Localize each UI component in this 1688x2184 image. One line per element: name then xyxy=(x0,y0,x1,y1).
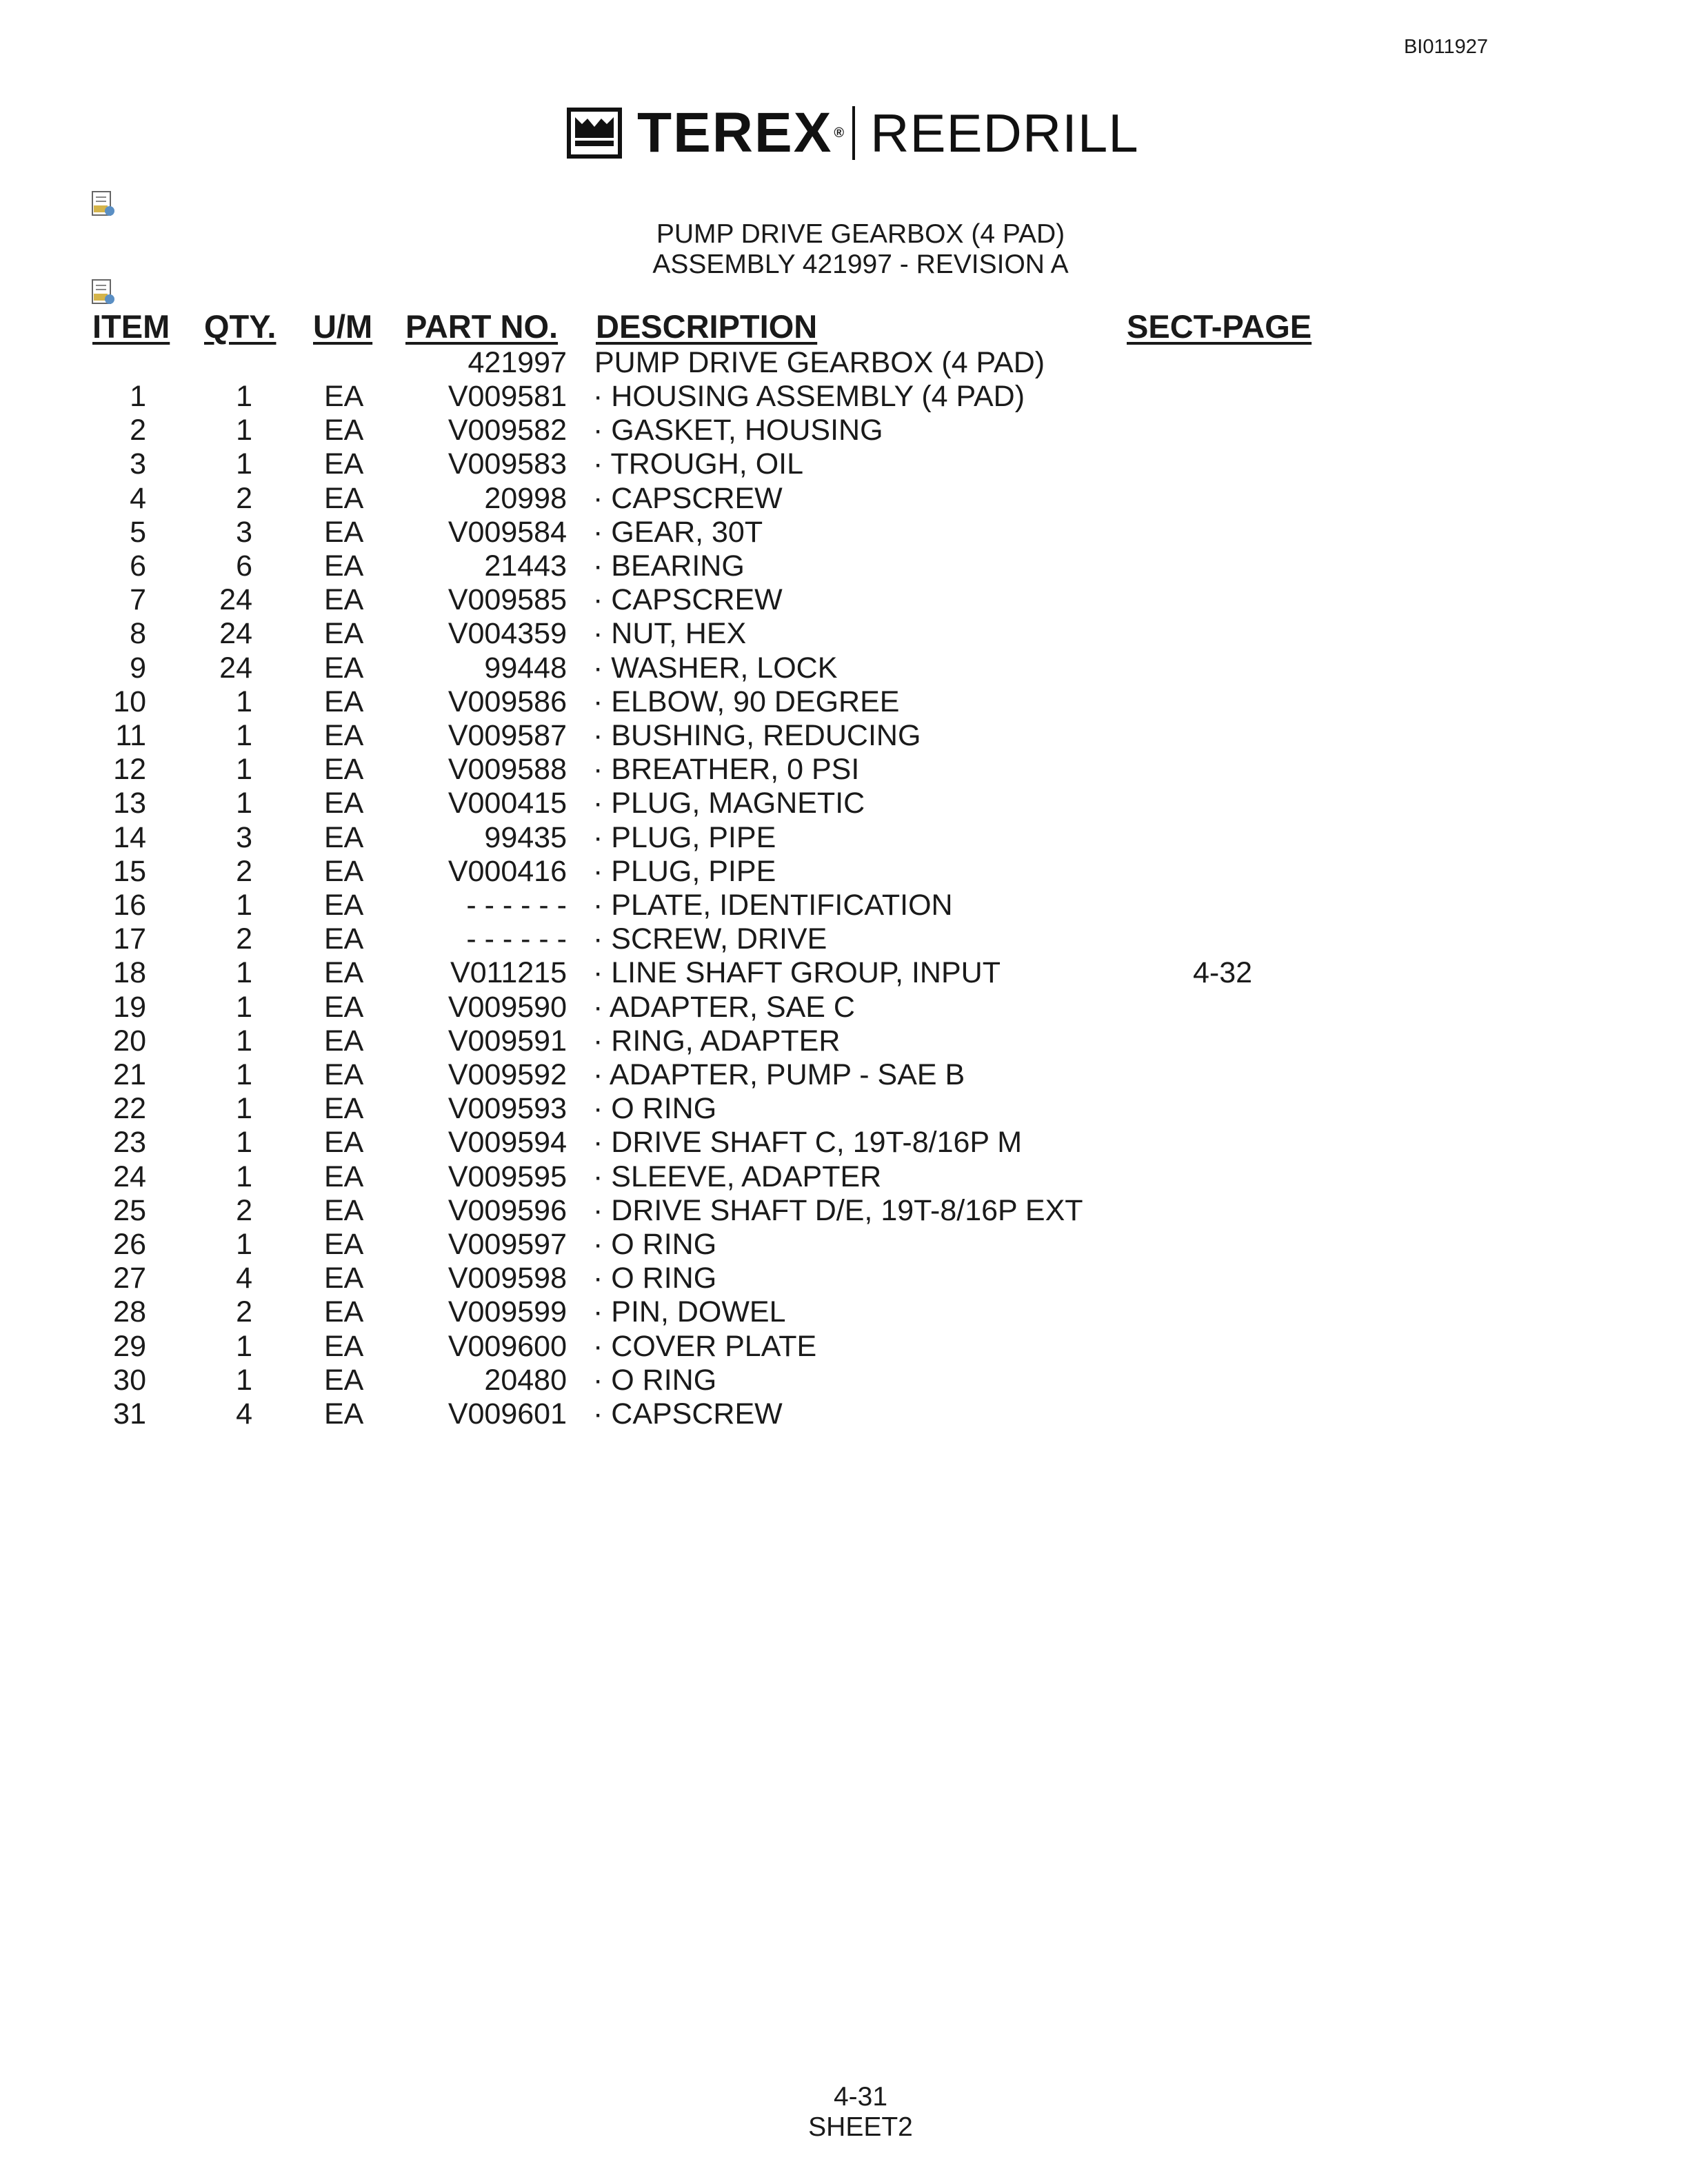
cell-item: 10 xyxy=(113,685,146,718)
cell-item: 15 xyxy=(113,855,146,888)
cell-description: · NUT, HEX xyxy=(593,617,747,650)
cell-part-no: V004359 xyxy=(448,617,567,650)
cell-um: EA xyxy=(324,1024,364,1058)
table-row xyxy=(0,346,1688,380)
cell-um: EA xyxy=(324,1126,364,1159)
cell-part-no: V009581 xyxy=(448,380,567,413)
cell-um: EA xyxy=(324,719,364,752)
cell-item: 26 xyxy=(113,1228,146,1261)
cell-item: 27 xyxy=(113,1262,146,1295)
table-row xyxy=(0,651,1688,685)
cell-description: · ELBOW, 90 DEGREE xyxy=(593,685,900,718)
cell-qty: 6 xyxy=(236,549,252,583)
cell-qty: 1 xyxy=(236,719,252,752)
cell-item: 18 xyxy=(113,956,146,989)
cell-description: · GEAR, 30T xyxy=(593,516,763,549)
cell-item: 14 xyxy=(113,821,146,854)
cell-um: EA xyxy=(324,1092,364,1125)
cell-description: · SLEEVE, ADAPTER xyxy=(593,1160,882,1193)
cell-description: · PLUG, PIPE xyxy=(593,855,776,888)
table-row xyxy=(0,753,1688,787)
table-row xyxy=(0,583,1688,617)
cell-item: 11 xyxy=(115,719,146,752)
cell-part-no: V011215 xyxy=(450,956,567,989)
table-row xyxy=(0,516,1688,549)
cell-um: EA xyxy=(324,1058,364,1091)
cell-part-no: V009598 xyxy=(448,1262,567,1295)
cell-part-no: 99448 xyxy=(484,651,567,685)
cell-um: EA xyxy=(324,447,364,481)
table-row xyxy=(0,922,1688,956)
table-row xyxy=(0,956,1688,990)
cell-um: EA xyxy=(324,855,364,888)
terex-reedrill-logo xyxy=(567,103,1139,163)
cell-part-no: V009591 xyxy=(448,1024,567,1058)
table-row xyxy=(0,1160,1688,1194)
cell-um: EA xyxy=(324,685,364,718)
cell-part-no: 21443 xyxy=(484,549,567,583)
cell-qty: 1 xyxy=(236,1024,252,1058)
cell-item: 25 xyxy=(113,1194,146,1227)
cell-qty: 1 xyxy=(236,1330,252,1363)
cell-part-no: V009594 xyxy=(448,1126,567,1159)
cell-um: EA xyxy=(324,821,364,854)
table-row xyxy=(0,617,1688,651)
cell-um: EA xyxy=(324,549,364,583)
cell-qty: 1 xyxy=(236,1160,252,1193)
cell-um: EA xyxy=(324,956,364,989)
table-row xyxy=(0,482,1688,516)
cell-description: · O RING xyxy=(593,1228,717,1261)
page-title: PUMP DRIVE GEARBOX (4 PAD) xyxy=(656,219,1065,249)
page-subtitle: ASSEMBLY 421997 - REVISION A xyxy=(652,250,1069,279)
cell-um: EA xyxy=(324,1262,364,1295)
cell-part-no: V009582 xyxy=(448,414,567,447)
cell-description: PUMP DRIVE GEARBOX (4 PAD) xyxy=(594,346,1045,379)
cell-description: · BREATHER, 0 PSI xyxy=(593,753,860,786)
cell-part-no: V009601 xyxy=(448,1397,567,1430)
header-item: ITEM xyxy=(92,308,170,345)
cell-um: EA xyxy=(324,787,364,820)
cell-description: · O RING xyxy=(593,1092,717,1125)
cell-um: EA xyxy=(324,1364,364,1397)
cell-qty: 2 xyxy=(236,922,252,956)
table-row xyxy=(0,1295,1688,1329)
cell-part-no: 20998 xyxy=(484,482,567,515)
cell-um: EA xyxy=(324,414,364,447)
cell-item: 31 xyxy=(113,1397,146,1430)
cell-um: EA xyxy=(324,753,364,786)
cell-qty: 1 xyxy=(236,787,252,820)
cell-part-no: V009600 xyxy=(448,1330,567,1363)
header-qty: QTY. xyxy=(204,308,277,345)
cell-qty: 1 xyxy=(236,1364,252,1397)
cell-description: · PIN, DOWEL xyxy=(593,1295,786,1328)
cell-part-no: V009592 xyxy=(448,1058,567,1091)
table-row xyxy=(0,1058,1688,1092)
page-number: 4-31 xyxy=(833,2082,888,2112)
cell-part-no: V000415 xyxy=(448,787,567,820)
cell-um: EA xyxy=(324,1160,364,1193)
cell-item: 17 xyxy=(113,922,146,956)
cell-description: · CAPSCREW xyxy=(593,1397,783,1430)
table-row xyxy=(0,1126,1688,1160)
cell-description: · HOUSING ASSEMBLY (4 PAD) xyxy=(593,380,1025,413)
cell-description: · BUSHING, REDUCING xyxy=(593,719,921,752)
table-row xyxy=(0,821,1688,855)
table-row xyxy=(0,889,1688,922)
cell-item: 13 xyxy=(113,787,146,820)
table-row xyxy=(0,1092,1688,1126)
cell-part-no: V009593 xyxy=(448,1092,567,1125)
cell-um: EA xyxy=(324,651,364,685)
cell-item: 4 xyxy=(130,482,146,515)
cell-description: · COVER PLATE xyxy=(593,1330,817,1363)
cell-description: · O RING xyxy=(593,1262,717,1295)
cell-um: EA xyxy=(324,1295,364,1328)
cell-description: · DRIVE SHAFT D/E, 19T-8/16P EXT xyxy=(593,1194,1083,1227)
table-row xyxy=(0,447,1688,481)
cell-sect-page: 4-32 xyxy=(1193,956,1253,989)
cell-qty: 2 xyxy=(236,1295,252,1328)
cell-item: 2 xyxy=(130,414,146,447)
cell-item: 9 xyxy=(130,651,146,685)
table-row xyxy=(0,787,1688,820)
table-row xyxy=(0,855,1688,889)
cell-um: EA xyxy=(324,617,364,650)
cell-item: 28 xyxy=(113,1295,146,1328)
document-id: BI011927 xyxy=(1403,36,1488,58)
cell-qty: 2 xyxy=(236,482,252,515)
cell-description: · BEARING xyxy=(593,549,745,583)
table-row xyxy=(0,414,1688,447)
cell-description: · GASKET, HOUSING xyxy=(593,414,883,447)
cell-qty: 1 xyxy=(236,380,252,413)
cell-part-no: V009587 xyxy=(448,719,567,752)
cell-part-no: 20480 xyxy=(484,1364,567,1397)
header-part-no: PART NO. xyxy=(405,308,559,345)
cell-um: EA xyxy=(324,1397,364,1430)
cell-qty: 1 xyxy=(236,889,252,922)
cell-part-no: V009586 xyxy=(448,685,567,718)
cell-item: 24 xyxy=(113,1160,146,1193)
cell-description: · ADAPTER, PUMP - SAE B xyxy=(593,1058,965,1091)
table-row xyxy=(0,685,1688,719)
table-row xyxy=(0,549,1688,583)
cell-item: 30 xyxy=(113,1364,146,1397)
cell-description: · SCREW, DRIVE xyxy=(593,922,827,956)
cell-qty: 3 xyxy=(236,821,252,854)
cell-qty: 1 xyxy=(236,685,252,718)
cell-qty: 3 xyxy=(236,516,252,549)
cell-part-no: V009595 xyxy=(448,1160,567,1193)
cell-description: · CAPSCREW xyxy=(593,482,783,515)
table-row xyxy=(0,1397,1688,1431)
cell-description: · ADAPTER, SAE C xyxy=(593,991,855,1024)
table-row xyxy=(0,991,1688,1024)
cell-description: · LINE SHAFT GROUP, INPUT xyxy=(593,956,1001,989)
cell-um: EA xyxy=(324,482,364,515)
cell-qty: 24 xyxy=(219,651,252,685)
cell-part-no: V009599 xyxy=(448,1295,567,1328)
cell-description: · CAPSCREW xyxy=(593,583,783,616)
table-row xyxy=(0,1330,1688,1364)
logo-brand: TEREX xyxy=(637,101,833,164)
cell-description: · PLUG, PIPE xyxy=(593,821,776,854)
cell-item: 12 xyxy=(113,753,146,786)
cell-qty: 1 xyxy=(236,447,252,481)
cell-qty: 2 xyxy=(236,855,252,888)
cell-um: EA xyxy=(324,1228,364,1261)
cell-qty: 24 xyxy=(219,617,252,650)
cell-um: EA xyxy=(324,380,364,413)
cell-item: 20 xyxy=(113,1024,146,1058)
cell-qty: 2 xyxy=(236,1194,252,1227)
cell-item: 22 xyxy=(113,1092,146,1125)
cell-item: 6 xyxy=(130,549,146,583)
cell-part-no: V000416 xyxy=(448,855,567,888)
cell-description: · DRIVE SHAFT C, 19T-8/16P M xyxy=(593,1126,1023,1159)
document-icon[interactable] xyxy=(91,279,116,306)
cell-item: 19 xyxy=(113,991,146,1024)
cell-description: · PLATE, IDENTIFICATION xyxy=(593,889,953,922)
cell-item: 1 xyxy=(130,380,146,413)
cell-part-no: 421997 xyxy=(468,346,567,379)
cell-part-no: V009590 xyxy=(448,991,567,1024)
cell-um: EA xyxy=(324,1330,364,1363)
table-row xyxy=(0,1262,1688,1295)
cell-qty: 1 xyxy=(236,414,252,447)
cell-description: · TROUGH, OIL xyxy=(593,447,804,481)
cell-um: EA xyxy=(324,991,364,1024)
cell-part-no: - - - - - - xyxy=(466,889,567,922)
cell-description: · PLUG, MAGNETIC xyxy=(593,787,865,820)
table-row xyxy=(0,719,1688,753)
cell-qty: 4 xyxy=(236,1262,252,1295)
cell-description: · RING, ADAPTER xyxy=(593,1024,841,1058)
table-row xyxy=(0,1364,1688,1397)
cell-part-no: V009597 xyxy=(448,1228,567,1261)
cell-um: EA xyxy=(324,889,364,922)
cell-part-no: 99435 xyxy=(484,821,567,854)
cell-part-no: V009588 xyxy=(448,753,567,786)
cell-item: 21 xyxy=(113,1058,146,1091)
cell-qty: 24 xyxy=(219,583,252,616)
header-description: DESCRIPTION xyxy=(596,308,818,345)
cell-qty: 1 xyxy=(236,991,252,1024)
cell-item: 3 xyxy=(130,447,146,481)
table-row xyxy=(0,1024,1688,1058)
cell-part-no: V009596 xyxy=(448,1194,567,1227)
table-row xyxy=(0,380,1688,414)
cell-qty: 1 xyxy=(236,1228,252,1261)
cell-qty: 1 xyxy=(236,1092,252,1125)
cell-part-no: V009584 xyxy=(448,516,567,549)
cell-description: · O RING xyxy=(593,1364,717,1397)
cell-part-no: - - - - - - xyxy=(466,922,567,956)
cell-qty: 1 xyxy=(236,753,252,786)
header-um: U/M xyxy=(313,308,373,345)
cell-item: 16 xyxy=(113,889,146,922)
logo-registered-mark: ® xyxy=(834,125,845,141)
cell-description: · WASHER, LOCK xyxy=(593,651,838,685)
cell-um: EA xyxy=(324,516,364,549)
cell-item: 29 xyxy=(113,1330,146,1363)
logo-division: REEDRILL xyxy=(870,102,1139,163)
cell-qty: 4 xyxy=(236,1397,252,1430)
cell-item: 8 xyxy=(130,617,146,650)
sheet-label: SHEET2 xyxy=(808,2112,913,2142)
cell-item: 5 xyxy=(130,516,146,549)
terex-crown-icon xyxy=(567,108,622,159)
header-sect-page: SECT-PAGE xyxy=(1127,308,1312,345)
cell-um: EA xyxy=(324,922,364,956)
cell-part-no: V009585 xyxy=(448,583,567,616)
table-row xyxy=(0,1194,1688,1228)
cell-qty: 1 xyxy=(236,956,252,989)
cell-item: 7 xyxy=(130,583,146,616)
cell-qty: 1 xyxy=(236,1126,252,1159)
cell-um: EA xyxy=(324,583,364,616)
document-icon[interactable] xyxy=(91,190,116,218)
cell-qty: 1 xyxy=(236,1058,252,1091)
cell-um: EA xyxy=(324,1194,364,1227)
cell-item: 23 xyxy=(113,1126,146,1159)
cell-part-no: V009583 xyxy=(448,447,567,481)
logo-divider xyxy=(852,106,855,160)
table-row xyxy=(0,1228,1688,1262)
